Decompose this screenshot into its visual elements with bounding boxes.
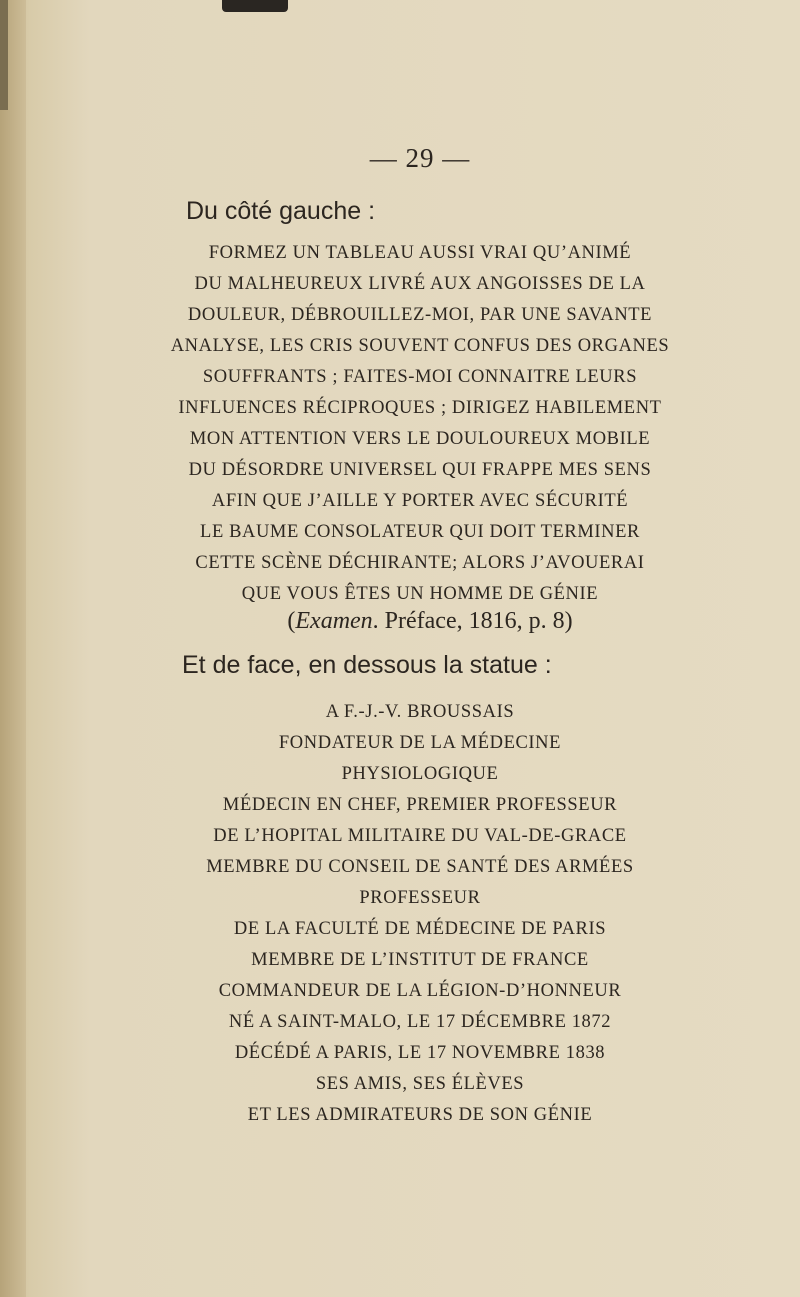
inscription-line: PHYSIOLOGIQUE — [341, 764, 499, 784]
inscription-line: DE LA FACULTÉ DE MÉDECINE DE PARIS — [233, 919, 607, 939]
page-number: — 29 — — [369, 143, 471, 173]
quote-line: DU MALHEUREUX LIVRÉ AUX ANGOISSES DE LA — [194, 274, 646, 294]
inscription-line: MÉDECIN EN CHEF, PREMIER PROFESSEUR — [222, 795, 618, 815]
inscription-line: DE L’HOPITAL MILITAIRE DU VAL-DE-GRACE — [213, 826, 627, 846]
citation-open: ( — [287, 608, 296, 634]
inscription-line: FONDATEUR DE LA MÉDECINE — [278, 733, 562, 753]
quote-line: LE BAUME CONSOLATEUR QUI DOIT TERMINER — [200, 522, 640, 542]
inscription-line: MEMBRE DE L’INSTITUT DE FRANCE — [251, 950, 589, 970]
quote-line: SOUFFRANTS ; FAITES-MOI CONNAITRE LEURS — [202, 367, 638, 387]
binding-edge — [0, 0, 8, 110]
inscription-line: SES AMIS, SES ÉLÈVES — [315, 1074, 525, 1094]
quote-line: MON ATTENTION VERS LE DOULOUREUX MOBILE — [189, 429, 651, 449]
quote-line: FORMEZ UN TABLEAU AUSSI VRAI QU’ANIMÉ — [208, 243, 632, 263]
inscription-line: NÉ A SAINT-MALO, LE 17 DÉCEMBRE 1872 — [228, 1012, 612, 1032]
citation-work: Examen — [295, 608, 373, 634]
inscription-line: ET LES ADMIRATEURS DE SON GÉNIE — [247, 1105, 593, 1125]
left-side-intro: Du côté gauche : — [186, 197, 376, 225]
inscription-line: A F.-J.-V. BROUSSAIS — [325, 702, 515, 722]
quote-line: DOULEUR, DÉBROUILLEZ-MOI, PAR UNE SAVANTE — [187, 305, 653, 325]
citation — [0, 608, 800, 635]
quote-line: INFLUENCES RÉCIPROQUES ; DIRIGEZ HABILEMENT — [178, 398, 662, 418]
front-intro: Et de face, en dessous la statue : — [182, 651, 552, 679]
page-spine-shadow — [0, 0, 26, 1297]
quote-line: DU DÉSORDRE UNIVERSEL QUI FRAPPE MES SENS — [188, 460, 652, 480]
inscription-line: DÉCÉDÉ A PARIS, LE 17 NOVEMBRE 1838 — [234, 1043, 606, 1063]
inscription-line: PROFESSEUR — [359, 888, 481, 908]
inscription-line: COMMANDEUR DE LA LÉGION-D’HONNEUR — [218, 981, 622, 1001]
quote-line: ANALYSE, LES CRIS SOUVENT CONFUS DES ORGANES — [170, 336, 670, 356]
citation-rest: . Préface, 1816, p. 8) — [372, 608, 573, 634]
quote-line: AFIN QUE J’AILLE Y PORTER AVEC SÉCURITÉ — [211, 491, 629, 511]
quote-line: QUE VOUS ÊTES UN HOMME DE GÉNIE — [241, 584, 599, 604]
quote-line: CETTE SCÈNE DÉCHIRANTE; ALORS J’AVOUERAI — [195, 553, 645, 573]
ink-mark — [222, 0, 288, 12]
inscription-line: MEMBRE DU CONSEIL DE SANTÉ DES ARMÉES — [206, 857, 634, 877]
